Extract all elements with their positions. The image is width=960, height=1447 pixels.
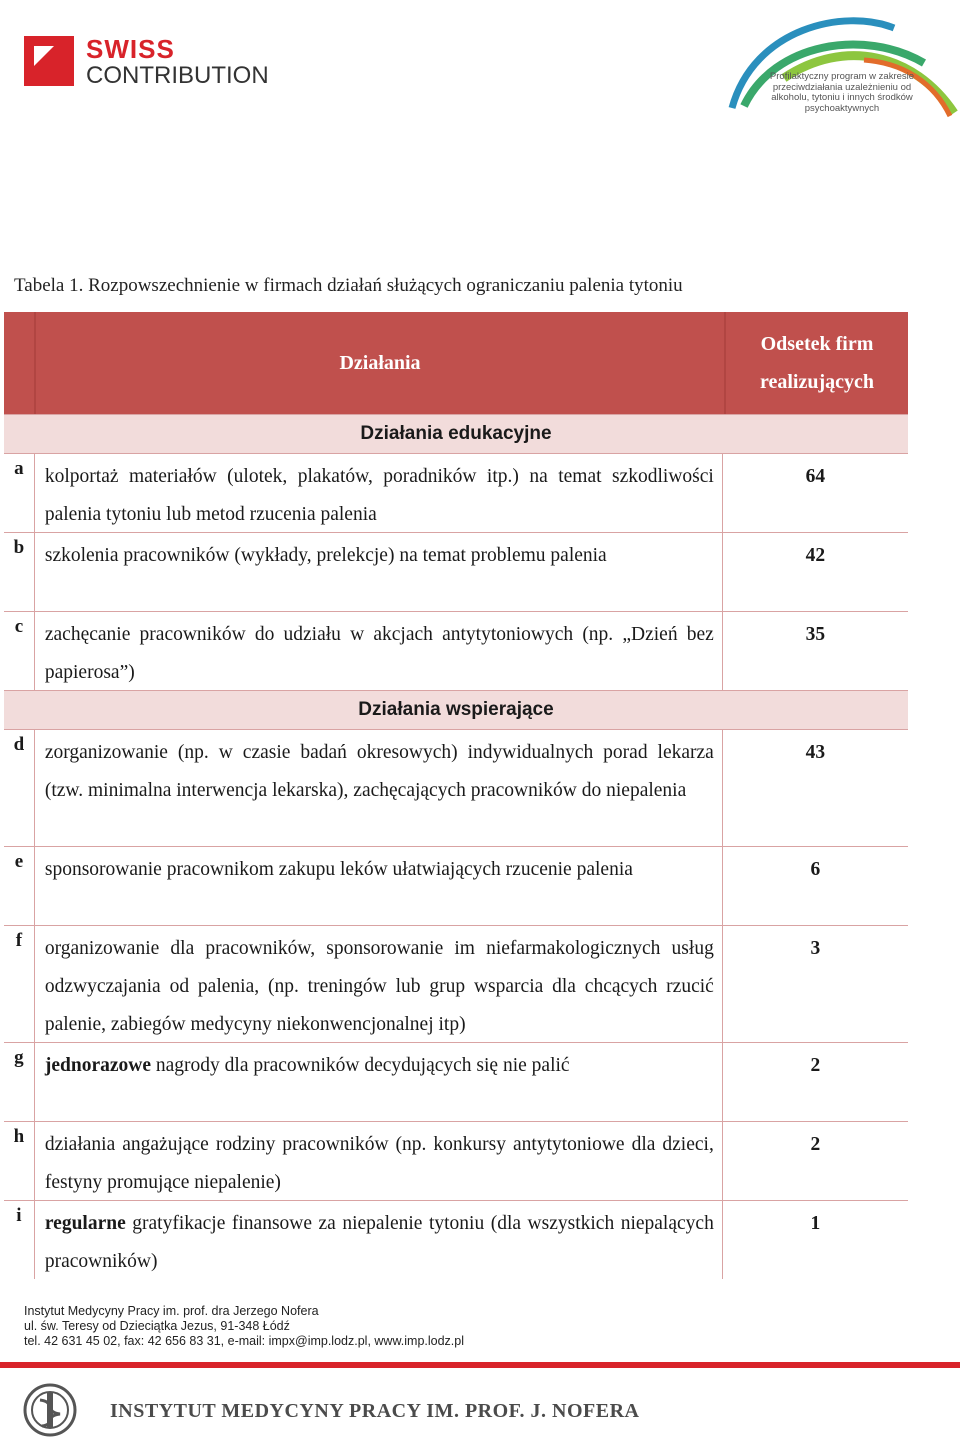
table-row — [4, 454, 908, 533]
row-text: zorganizowanie (np. w czasie badań okresowych) indywidualnych porad lekarza (tzw. minimalna interwencja lekarska), zachęcających pracowników do niepalenia — [35, 730, 723, 846]
row-text: kolportaż materiałów (ulotek, plakatów, poradników itp.) na temat szkodliwości palenia tytoniu lub metod rzucenia palenia — [35, 454, 723, 532]
row-text: szkolenia pracowników (wykłady, prelekcje) na temat problemu palenia — [35, 533, 723, 611]
row-text-rest: gratyfikacje finansowe za niepalenie tytoniu (dla wszystkich niepalących pracowników) — [44, 1213, 714, 1272]
row-value: 2 — [810, 1055, 821, 1076]
row-value: 3 — [810, 938, 821, 959]
footer-line1: Instytut Medycyny Pracy im. prof. dra Jerzego Nofera — [24, 1304, 319, 1318]
swiss-flag-icon — [24, 36, 74, 86]
program-logo — [724, 8, 960, 118]
footer-line2: ul. św. Teresy od Dzieciątka Jezus, 91-348 Łódź — [24, 1319, 290, 1333]
table-row — [4, 1043, 908, 1122]
table-header-row — [4, 312, 908, 415]
header-percent — [726, 312, 908, 414]
row-text-rest: nagrody dla pracowników decydujących się nie palić — [151, 1055, 570, 1076]
row-key: e — [4, 847, 35, 925]
row-key: f — [4, 926, 35, 1042]
row-value: 64 — [805, 466, 826, 487]
institute-name: INSTYTUT MEDYCYNY PRACY IM. PROF. J. NOFERA — [110, 1400, 640, 1422]
header-percent-line2: realizujących — [759, 371, 875, 393]
row-value: 6 — [810, 859, 821, 880]
section-edu: Działania edukacyjne — [4, 415, 908, 454]
table-row — [4, 926, 908, 1043]
row-key: h — [4, 1122, 35, 1200]
row-text-bold: jednorazowe — [44, 1055, 151, 1076]
row-key: g — [4, 1043, 35, 1121]
row-text — [35, 1201, 723, 1279]
row-key: a — [4, 454, 35, 532]
table-row — [4, 612, 908, 691]
row-value: 1 — [810, 1213, 821, 1234]
row-key: c — [4, 612, 35, 690]
row-value: 2 — [810, 1134, 821, 1155]
table-row — [4, 533, 908, 612]
program-text: Profilaktyczny program w zakresie przeciwdziałania uzależnieniu od alkoholu, tytoniu i innych środków psychoaktywnych — [769, 71, 915, 114]
row-key: d — [4, 730, 35, 846]
header-actions: Działania — [339, 351, 421, 374]
row-key: b — [4, 533, 35, 611]
row-value: 42 — [805, 545, 826, 566]
table-row — [4, 730, 908, 847]
footer-divider — [0, 1362, 960, 1368]
table-caption: Tabela 1. Rozpowszechnienie w firmach działań służących ograniczaniu palenia tytoniu — [14, 275, 683, 296]
footer-address — [24, 1304, 464, 1349]
activities-table — [4, 312, 908, 1279]
institute-seal-icon — [22, 1382, 78, 1438]
swiss-contribution-logo — [24, 34, 284, 94]
row-text: organizowanie dla pracowników, sponsorowanie im niefarmakologicznych usług odzwyczajania od palenia, (np. treningów lub grup wsparcia dla chcących rzucić palenie, zabiegów medycyny niekonwencjonalnej itp) — [35, 926, 723, 1042]
row-text: sponsorowanie pracownikom zakupu leków ułatwiających rzucenie palenia — [35, 847, 723, 925]
table-row — [4, 847, 908, 926]
row-text: działania angażujące rodziny pracowników (np. konkursy antytytoniowe dla dzieci, festyny promujące niepalenie) — [35, 1122, 723, 1200]
row-value: 43 — [805, 742, 826, 763]
section-support: Działania wspierające — [4, 691, 908, 730]
header-percent-line1: Odsetek firm — [760, 333, 874, 355]
row-key: i — [4, 1201, 35, 1279]
swiss-logo-line1: SWISS — [86, 34, 175, 64]
swiss-logo-line2: CONTRIBUTION — [86, 62, 269, 89]
footer-line3: tel. 42 631 45 02, fax: 42 656 83 31, e-mail: impx@imp.lodz.pl, www.imp.lodz.pl — [24, 1334, 464, 1348]
row-text: zachęcanie pracowników do udziału w akcjach antytytoniowych (np. „Dzień bez papierosa”) — [35, 612, 723, 690]
table-row — [4, 1122, 908, 1201]
row-text — [35, 1043, 723, 1121]
row-text-bold: regularne — [44, 1213, 126, 1234]
table-row — [4, 1201, 908, 1279]
row-value: 35 — [805, 624, 826, 645]
